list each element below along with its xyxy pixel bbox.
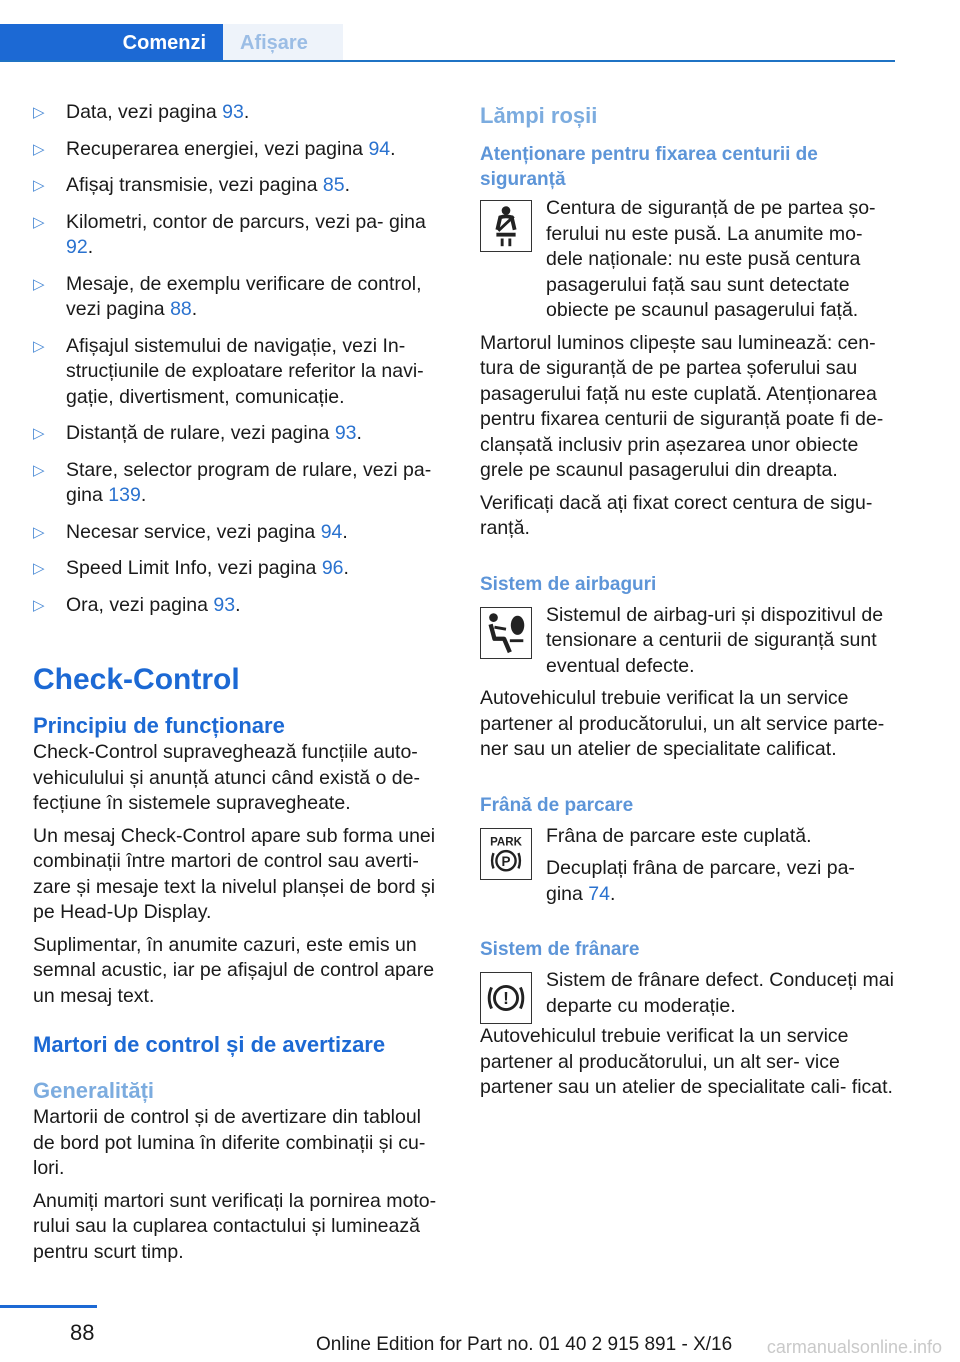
bullet-icon: ▷ [33,425,45,442]
list-item [33,334,448,411]
list-item-text: Speed Limit Info, vezi pagina [66,557,322,579]
brake-system-text-2: Autovehiculul trebuie verificat la un service partener al producătorului, un alt ser‐ vice partener sau un atelier de specialitate cali‐ ficat. [480,1025,893,1098]
page-link[interactable]: 139 [108,484,141,506]
park-icon-letter: P [501,853,511,869]
list-item-text: Necesar service, vezi pagina [66,520,321,543]
tab-afisare[interactable]: Afișare [223,24,343,62]
bullet-icon: ▷ [33,461,45,479]
page-link[interactable]: 85 [322,174,345,196]
page-link[interactable]: 92 [66,236,88,258]
seatbelt-block [480,196,895,324]
list-item-text: Kilometri, contor de parcurs, vezi pa‐ gina [66,210,426,233]
header-tabs [0,24,895,62]
principle-heading: Principiu de funcționare [33,713,285,738]
list-item-punct: . [191,298,198,320]
footer-divider [0,1305,97,1308]
list-item-punct: . [342,520,348,543]
principle-text-2: Un mesaj Check-Control apare sub forma unei combinații între martori de control sau averti‐ zare și mesaje text la nivelul planșei de bord și pe Head-Up Display. [33,824,436,923]
list-item [33,173,448,199]
page-link[interactable]: 93 [222,101,244,123]
list-item [33,520,448,546]
bullet-icon: ▷ [33,140,45,158]
section-title: Check-Control [33,663,240,696]
watermark: carmanualsonline.info [766,1337,942,1357]
page-link[interactable]: 94 [368,137,391,160]
seatbelt-text-1: Centura de siguranță de pe partea șo‐ ferului nu este pusă. La anumite mo‐ dele naționale: nu este pusă centura pasagerului față sau sunt detectate obiecte pe scaunul pasagerului față. [546,197,876,321]
seatbelt-text-3: Verificați dacă ați fixat corect centura de sigu‐ ranță. [480,491,873,539]
bullet-icon: ▷ [33,596,45,614]
brake-system-heading: Sistem de frânare [480,939,640,960]
list-item-punct: . [87,236,94,258]
general-text-2: Anumiți martori sunt verificați la pornirea moto‐ rului sau la cuplarea contactului și luminează pentru scurt timp. [33,1189,437,1263]
list-item-text: Afișajul sistemului de navigație, vezi In‐ strucțiunile de exploatare referitor la navi‐ gație, divertisment, comunicație. [66,334,424,408]
list-item [33,272,448,323]
parking-brake-text-2: Decuplați frâna de parcare, vezi pa‐ gina 74. [546,857,855,905]
list-item-punct: . [390,137,396,160]
list-item-punct: . [344,174,350,196]
principle-text-1: Check-Control supraveghează funcțiile auto‐ vehiculului și anunță atunci când există o de‐ fecțiune în sistemele supravegheate. [33,741,420,814]
bullet-icon: ▷ [33,177,45,194]
list-item-punct: . [243,101,250,123]
list-item [33,556,448,582]
seatbelt-icon [480,200,532,252]
general-text-1: Martorii de control și de avertizare din tabloul de bord pot lumina în diferite combinații și cu‐ lori. [33,1106,426,1179]
brake-system-block [480,968,895,1024]
list-item-text: Distanță de rulare, vezi pagina [66,422,335,444]
brake-system-text-1: Sistem de frânare defect. Conduceți mai departe cu moderație. [546,969,894,1017]
tab-comenzi[interactable]: Comenzi [0,24,223,62]
red-lamps-heading: Lămpi roșii [480,103,598,128]
bullet-icon: ▷ [33,523,45,541]
list-item [33,458,448,509]
list-item-text: Recuperarea energiei, vezi pagina [66,137,369,160]
list-item-text: Data, vezi pagina [66,101,223,123]
general-heading: Generalități [33,1078,155,1103]
parking-brake-text-1: Frâna de parcare este cuplată. [546,824,812,847]
list-item [33,210,448,261]
list-item [33,593,448,619]
right-column [480,100,895,1108]
left-column [33,100,448,1272]
list-item [33,421,448,447]
list-item [33,137,448,163]
page-number: 88 [70,1320,95,1345]
display-items-list [33,100,448,618]
list-item [33,100,448,126]
list-item-text: Ora, vezi pagina [66,593,214,616]
indicators-heading: Martori de control și de avertizare [33,1032,386,1057]
seatbelt-text-2: Martorul luminos clipește sau luminează: cen‐ tura de siguranță de pe partea șoferului sau pasagerului față nu este cuplată. Atenționarea pentru fixarea centurii de siguranță poate fi de‐ clanșată inclusiv prin așezarea unor obiecte grele pe scaunul pasagerului din dreapta. [480,331,884,481]
bullet-icon: ▷ [33,213,45,231]
list-item-punct: . [343,557,349,579]
page-link[interactable]: 94 [320,520,343,543]
parking-brake-heading: Frână de parcare [480,794,634,816]
park-icon-text: PARK [490,835,522,848]
bullet-icon: ▷ [33,337,45,355]
header-divider [0,60,895,62]
list-item-punct: . [356,422,362,444]
page-link[interactable]: 93 [334,422,357,444]
airbag-heading: Sistem de airbaguri [480,573,657,595]
page-link[interactable]: 96 [321,557,344,579]
bullet-icon: ▷ [33,275,45,293]
page-link[interactable]: 93 [213,593,236,616]
brake-icon-letter: ! [503,987,509,1008]
parking-brake-block [480,824,895,908]
airbag-icon [480,607,532,659]
list-item-text: Afișaj transmisie, vezi pagina [66,174,323,196]
list-item-punct: . [140,484,147,506]
airbag-text-2: Autovehiculul trebuie verificat la un service partener al producătorului, un alt service parte‐ ner sau un atelier de specialitate calificat. [480,687,885,760]
bullet-icon: ▷ [33,560,45,577]
edition-info: Online Edition for Part no. 01 40 2 915 891 - X/16 [316,1334,733,1355]
bullet-icon: ▷ [33,104,45,121]
list-item-text: Mesaje, de exemplu verificare de control, vezi pagina [66,272,422,320]
page-link[interactable]: 88 [170,298,192,320]
airbag-block [480,603,895,680]
seatbelt-heading: Atenționare pentru fixarea centurii de siguranță [480,144,818,190]
brake-warning-icon [480,972,532,1024]
principle-text-3: Suplimentar, în anumite cazuri, este emis un semnal acustic, iar pe afișajul de control apare un mesaj text. [33,933,435,1007]
parking-brake-icon [480,828,532,880]
page-link[interactable]: 74 [588,882,610,905]
list-item-text: Stare, selector program de rulare, vezi pa‐ gina [66,458,432,506]
airbag-text-1: Sistemul de airbag-uri și dispozitivul de tensionare a centurii de siguranță sunt eventual defecte. [546,603,884,677]
list-item-punct: . [235,593,241,616]
